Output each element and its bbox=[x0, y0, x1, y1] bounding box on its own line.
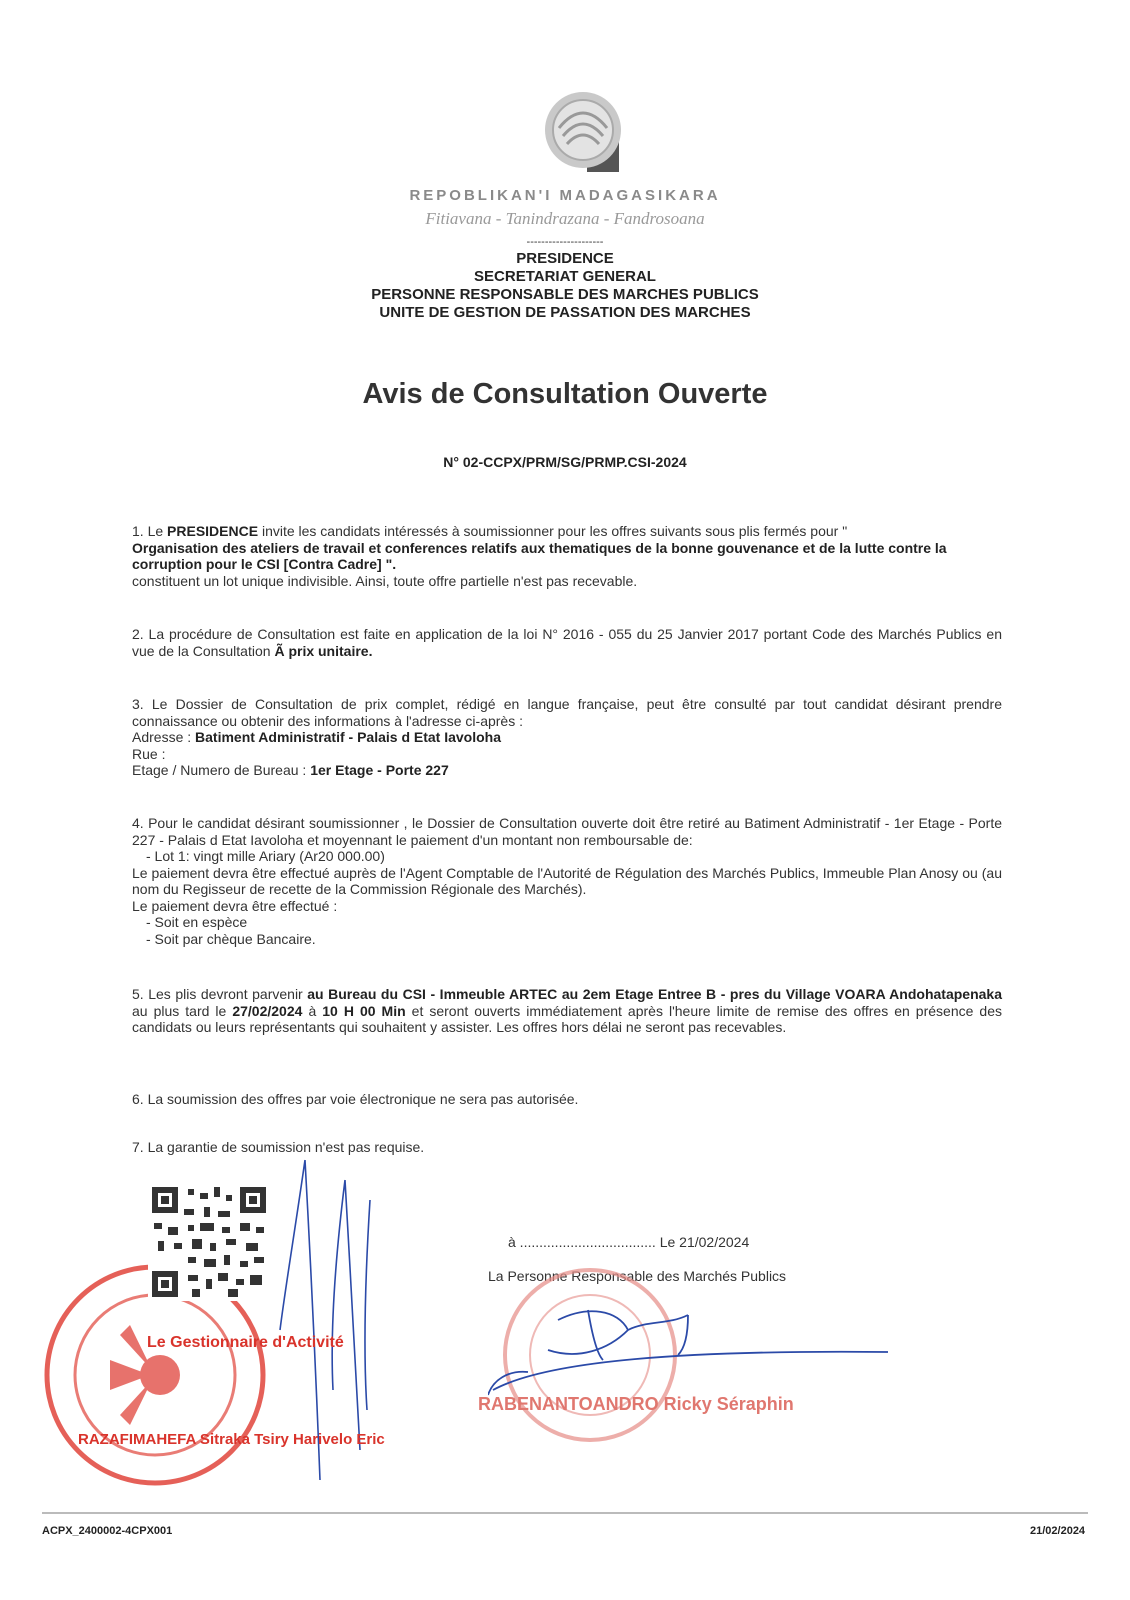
republic-name: REPOBLIKAN'I MADAGASIKARA bbox=[409, 187, 721, 204]
footer-divider bbox=[42, 1512, 1088, 1514]
p5-time: 10 H 00 Min bbox=[322, 1002, 406, 1019]
national-motto: Fitiavana - Tanindrazana - Fandrosoana bbox=[425, 209, 705, 228]
p4-lot: - Lot 1: vingt mille Ariary (Ar20 000.00) bbox=[146, 848, 385, 864]
p3-floor-label: Etage / Numero de Bureau : bbox=[132, 762, 311, 778]
header-separator: --------------------- bbox=[526, 236, 604, 248]
signature-scribble-icon bbox=[275, 1150, 425, 1510]
p4-option-cheque: - Soit par chèque Bancaire. bbox=[146, 930, 316, 947]
emblem-seal bbox=[537, 88, 633, 176]
p4-text-b: Le paiement devra être effectué auprès de l'Agent Comptable de l'Autorité de Régulation des Marchés Publics, Immeuble Plan Anosy ou (au nom du Regisseur de recette de la Commission Régionale des Marchés). bbox=[132, 864, 1002, 897]
header-line-ugpm: UNITE DE GESTION DE PASSATION DES MARCHES bbox=[379, 304, 751, 321]
left-signatory-name: RAZAFIMAHEFA Sitraka Tsiry Harivelo Eric bbox=[78, 1431, 385, 1448]
emblem-seal-icon bbox=[537, 88, 633, 176]
prm-name: RABENANTOANDRO Ricky Séraphin bbox=[478, 1394, 794, 1414]
p3-address-value: Batiment Administratif - Palais d Etat Iavoloha bbox=[195, 729, 502, 745]
header-line-presidence: PRESIDENCE bbox=[516, 250, 614, 267]
header-line-secretariat: SECRETARIAT GENERAL bbox=[474, 268, 656, 285]
p1-entity: PRESIDENCE bbox=[167, 523, 259, 539]
paragraph-5 bbox=[132, 986, 1002, 1036]
place-and-date: à ................................... Le 21/02/2024 bbox=[508, 1234, 750, 1250]
p3-address-label: Adresse : bbox=[132, 729, 196, 745]
p5-text-e: à bbox=[308, 1002, 323, 1019]
p5-text-c: au plus tard le bbox=[132, 1002, 233, 1019]
p1-text-c: invite les candidats intéressés à soumissionner pour les offres suivants sous plis fermés pour " bbox=[258, 523, 848, 539]
p3-text: 3. Le Dossier de Consultation de prix complet, rédigé en langue française, peut être consulté par tout candidat désirant prendre connaissance ou obtenir des informations à l'adresse ci-après : bbox=[132, 696, 1002, 729]
p1-text-e: constituent un lot unique indivisible. Ainsi, toute offre partielle n'est pas recevable. bbox=[132, 572, 638, 589]
reference-number: N° 02-CCPX/PRM/SG/PRMP.CSI-2024 bbox=[443, 454, 687, 470]
p1-text-a: 1. Le bbox=[132, 523, 168, 539]
p4-option-cash: - Soit en espèce bbox=[146, 914, 248, 930]
p1-subject: Organisation des ateliers de travail et conferences relatifs aux thematiques de la bonne gouvenance et de la lutte contre la corruption pour le CSI [Contra Cadre] ". bbox=[132, 539, 947, 572]
p3-floor-value: 1er Etage - Porte 227 bbox=[310, 762, 449, 778]
prm-title: La Personne Responsable des Marchés Publics bbox=[488, 1268, 787, 1284]
p4-text-a: 4. Pour le candidat désirant soumissionner , le Dossier de Consultation ouverte doit être retiré au Batiment Administratif - 1er Etage - Porte 227 - Palais d Etat Iavoloha et moyennant le paiement d'un montant non remboursable de: bbox=[132, 815, 1002, 848]
p2-type: Ã prix unitaire. bbox=[274, 642, 373, 659]
header-line-prmp: PERSONNE RESPONSABLE DES MARCHES PUBLICS bbox=[371, 286, 759, 303]
paragraph-3 bbox=[132, 696, 1002, 779]
document-title: Avis de Consultation Ouverte bbox=[362, 378, 768, 410]
qr-code bbox=[148, 1183, 270, 1301]
paragraph-6: 6. La soumission des offres par voie électronique ne sera pas autorisée. bbox=[132, 1091, 579, 1107]
p3-street-label: Rue : bbox=[132, 745, 166, 762]
paragraph-7: 7. La garantie de soumission n'est pas requise. bbox=[132, 1139, 425, 1155]
p2-text: 2. La procédure de Consultation est faite en application de la loi N° 2016 - 055 du 25 Janvier 2017 portant Code des Marchés Publics en vue de la Consultation bbox=[132, 626, 1002, 659]
p5-text-g: et seront ouverts immédiatement après l'heure limite de remise des offres en présence des candidats ou leurs représentants qui souhaitent y assister. Les offres hors délai ne seront pas recevables. bbox=[132, 1002, 1002, 1035]
left-handwritten-signature bbox=[275, 1150, 425, 1510]
p4-text-c: Le paiement devra être effectué : bbox=[132, 897, 338, 914]
qr-code-icon bbox=[148, 1183, 270, 1301]
footer-document-code: ACPX_2400002-4CPX001 bbox=[42, 1525, 173, 1537]
p5-text-a: 5. Les plis devront parvenir bbox=[132, 986, 308, 1002]
left-signatory-title: Le Gestionnaire d'Activité bbox=[147, 1334, 344, 1351]
paragraph-1 bbox=[132, 523, 1002, 589]
p5-location: au Bureau du CSI - Immeuble ARTEC au 2em Etage Entree B - pres du Village VOARA Andohatapenaka bbox=[307, 986, 1002, 1002]
paragraph-4 bbox=[132, 815, 1002, 947]
footer-date: 21/02/2024 bbox=[1030, 1525, 1086, 1537]
p5-date: 27/02/2024 bbox=[232, 1002, 309, 1019]
paragraph-2 bbox=[132, 626, 1002, 659]
